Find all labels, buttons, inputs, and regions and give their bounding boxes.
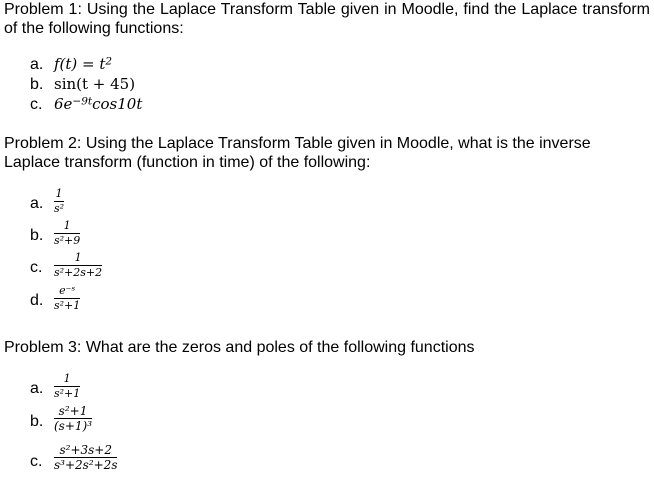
problem-3-fraction-a: 1 s²+1 xyxy=(54,372,81,400)
problem-3-text: Problem 3: What are the zeros and poles of the following functions xyxy=(4,339,475,356)
problem-2-label-a: a. xyxy=(30,195,44,212)
problem-2-text: Problem 2: Using the Laplace Transform Table given in Moodle, what is the inverse Laplace transform (function in time) of the following: xyxy=(4,135,591,171)
problem-3-fraction-c: s²+3s+2 s³+2s²+2s xyxy=(54,443,118,472)
math-expression: sin(t + 45) xyxy=(54,75,136,93)
math-expression: $6e^{-9t}\cos 10t$ xyxy=(54,95,143,113)
problem-1-text: Problem 1: Using the Laplace Transform Table given in Moodle, find the Laplace transform of the following functions: xyxy=(4,1,650,37)
item-label: b. xyxy=(30,76,44,93)
problem-2-fraction-d: e⁻ˢ s²+1 xyxy=(54,284,81,312)
problem-2-fraction-b: 1 s²+9 xyxy=(54,219,81,247)
problem-3-label-a: a. xyxy=(30,380,44,397)
problem-3-fraction-b: s²+1 (s+1)³ xyxy=(54,404,93,433)
problem-2-label-c: c. xyxy=(30,259,43,276)
math-expression: $f(t) = t^2$ xyxy=(54,55,113,73)
problem-3-label-c: c. xyxy=(30,453,43,470)
problem-2-fraction-a: 1 s² xyxy=(54,187,65,215)
problem-2-label-b: b. xyxy=(30,227,44,244)
problem-2-fraction-c: 1 s²+2s+2 xyxy=(54,251,103,279)
problem-1-item-a xyxy=(30,55,112,74)
problem-1-item-b xyxy=(30,75,135,94)
item-label: c. xyxy=(30,96,43,113)
problem-3-label-b: b. xyxy=(30,413,44,430)
problem-2-label-d: d. xyxy=(30,292,44,309)
problem-1-item-c xyxy=(30,95,142,114)
item-label: a. xyxy=(30,56,44,73)
